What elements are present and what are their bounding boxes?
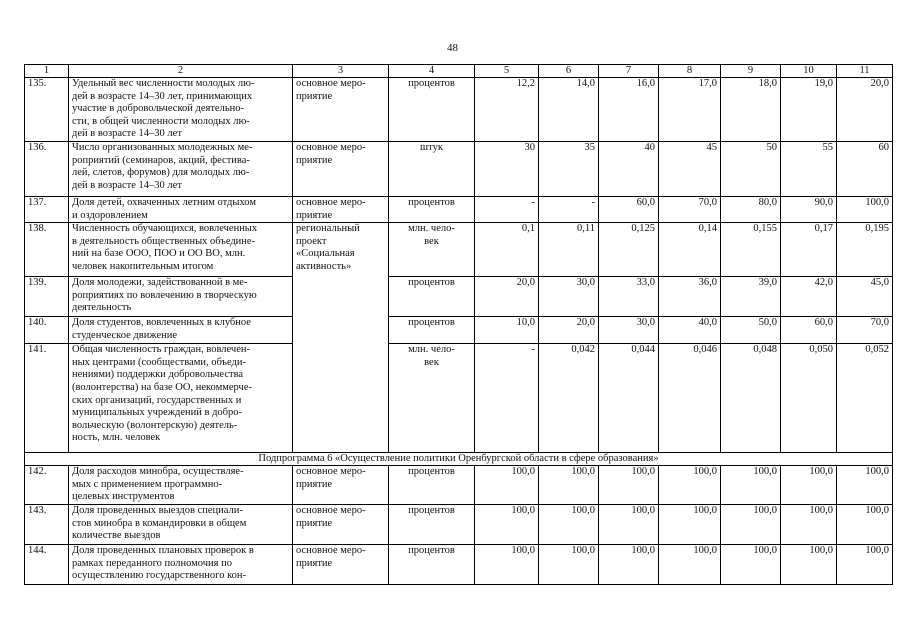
subprogram-title: Подпрограмма 6 «Осуществление политики Оренбургской области в сфере образования»: [25, 453, 893, 466]
unit: штук: [389, 141, 475, 196]
table-body: [25, 65, 893, 585]
value-cell: 100,0: [837, 504, 893, 544]
event-type: основное меро- приятие: [293, 141, 389, 196]
value-cell: 10,0: [475, 317, 539, 344]
row-number: 142.: [25, 466, 69, 505]
value-cell: 100,0: [659, 466, 721, 505]
row-number: 144.: [25, 544, 69, 584]
value-cell: 100,0: [781, 544, 837, 584]
row-number: 138.: [25, 223, 69, 277]
value-cell: 100,0: [475, 466, 539, 505]
value-cell: 30: [475, 141, 539, 196]
indicator-name: Доля детей, охваченных летним отдыхом и оздоровлением: [69, 196, 293, 222]
value-cell: 17,0: [659, 78, 721, 142]
event-type: основное меро- приятие: [293, 544, 389, 584]
value-cell: 100,0: [475, 504, 539, 544]
value-cell: 0,125: [599, 223, 659, 277]
value-cell: 100,0: [837, 466, 893, 505]
row-number: 143.: [25, 504, 69, 544]
unit: процентов: [389, 504, 475, 544]
column-header: 4: [389, 65, 475, 78]
value-cell: 0,048: [721, 344, 781, 453]
event-type: основное меро- приятие: [293, 196, 389, 222]
value-cell: 60,0: [599, 196, 659, 222]
column-header: 8: [659, 65, 721, 78]
unit: млн. чело- век: [389, 344, 475, 453]
indicator-name: Доля молодежи, задействованной в ме- роприятиях по вовлечению в творческую деятельность: [69, 277, 293, 317]
subprogram-row: [25, 453, 893, 466]
value-cell: 100,0: [659, 504, 721, 544]
value-cell: 100,0: [599, 544, 659, 584]
value-cell: 19,0: [781, 78, 837, 142]
value-cell: 80,0: [721, 196, 781, 222]
value-cell: 0,046: [659, 344, 721, 453]
table-row: [25, 544, 893, 584]
value-cell: 70,0: [837, 317, 893, 344]
value-cell: 16,0: [599, 78, 659, 142]
indicator-name: Доля студентов, вовлеченных в клубное студенческое движение: [69, 317, 293, 344]
indicator-name: Общая численность граждан, вовлечен- ных центрами (сообществами, объеди- нениями) поддержки добровольчества (волонтерства) на базе ОО, некоммерче- ских организаций, государственных и муниципальных учреждений в добро- вольческую (волонтерскую) деятель- ность, млн. человек: [69, 344, 293, 453]
value-cell: 100,0: [721, 504, 781, 544]
page-number: 48: [447, 42, 458, 54]
value-cell: 45: [659, 141, 721, 196]
column-header: 7: [599, 65, 659, 78]
value-cell: 0,17: [781, 223, 837, 277]
column-header: 9: [721, 65, 781, 78]
value-cell: 0,155: [721, 223, 781, 277]
value-cell: 60,0: [781, 317, 837, 344]
value-cell: 70,0: [659, 196, 721, 222]
indicator-name: Доля проведенных выездов специали- стов минобра в командировки в общем количестве выездов: [69, 504, 293, 544]
table-row: [25, 317, 893, 344]
value-cell: 42,0: [781, 277, 837, 317]
value-cell: 36,0: [659, 277, 721, 317]
column-header: 11: [837, 65, 893, 78]
value-cell: 45,0: [837, 277, 893, 317]
value-cell: 40,0: [659, 317, 721, 344]
unit: процентов: [389, 466, 475, 505]
event-type: основное меро- приятие: [293, 504, 389, 544]
value-cell: 33,0: [599, 277, 659, 317]
value-cell: 100,0: [599, 466, 659, 505]
value-cell: 18,0: [721, 78, 781, 142]
table-row: [25, 196, 893, 222]
unit: млн. чело- век: [389, 223, 475, 277]
value-cell: 50: [721, 141, 781, 196]
value-cell: -: [539, 196, 599, 222]
value-cell: 50,0: [721, 317, 781, 344]
value-cell: 100,0: [539, 544, 599, 584]
table-row: [25, 344, 893, 453]
row-number: 137.: [25, 196, 69, 222]
value-cell: 0,052: [837, 344, 893, 453]
event-type: основное меро- приятие: [293, 78, 389, 142]
column-header: 6: [539, 65, 599, 78]
value-cell: 100,0: [781, 504, 837, 544]
value-cell: 20,0: [475, 277, 539, 317]
value-cell: 14,0: [539, 78, 599, 142]
value-cell: 100,0: [721, 466, 781, 505]
row-number: 136.: [25, 141, 69, 196]
column-header: 3: [293, 65, 389, 78]
column-header: 2: [69, 65, 293, 78]
value-cell: -: [475, 344, 539, 453]
value-cell: 100,0: [599, 504, 659, 544]
value-cell: 55: [781, 141, 837, 196]
value-cell: 35: [539, 141, 599, 196]
value-cell: 30,0: [599, 317, 659, 344]
value-cell: 0,044: [599, 344, 659, 453]
unit: процентов: [389, 544, 475, 584]
value-cell: 100,0: [837, 196, 893, 222]
value-cell: 40: [599, 141, 659, 196]
unit: процентов: [389, 78, 475, 142]
value-cell: 20,0: [837, 78, 893, 142]
table-row: [25, 141, 893, 196]
value-cell: 0,1: [475, 223, 539, 277]
table-row: [25, 78, 893, 142]
row-number: 140.: [25, 317, 69, 344]
value-cell: 100,0: [781, 466, 837, 505]
table-row: [25, 466, 893, 505]
value-cell: 100,0: [475, 544, 539, 584]
column-header: 1: [25, 65, 69, 78]
value-cell: 12,2: [475, 78, 539, 142]
value-cell: -: [475, 196, 539, 222]
value-cell: 90,0: [781, 196, 837, 222]
value-cell: 60: [837, 141, 893, 196]
unit: процентов: [389, 277, 475, 317]
column-header: 10: [781, 65, 837, 78]
indicator-name: Доля расходов минобра, осуществляе- мых с применением программно- целевых инструментов: [69, 466, 293, 505]
event-type: основное меро- приятие: [293, 466, 389, 505]
value-cell: 39,0: [721, 277, 781, 317]
value-cell: 0,11: [539, 223, 599, 277]
indicator-name: Численность обучающихся, вовлеченных в деятельность общественных объедине- ний на базе ООО, ПОО и ОО ВО, млн. человек накопительным итогом: [69, 223, 293, 277]
indicator-name: Доля проведенных плановых проверок в рамках переданного полномочия по осуществлению государственного кон-: [69, 544, 293, 584]
unit: процентов: [389, 317, 475, 344]
row-number: 141.: [25, 344, 69, 453]
value-cell: 0,195: [837, 223, 893, 277]
value-cell: 100,0: [539, 466, 599, 505]
row-number: 135.: [25, 78, 69, 142]
table-row: [25, 504, 893, 544]
value-cell: 100,0: [721, 544, 781, 584]
column-header: 5: [475, 65, 539, 78]
table-row: [25, 277, 893, 317]
value-cell: 0,042: [539, 344, 599, 453]
event-type: региональный проект «Социальная активность»: [293, 223, 389, 453]
unit: процентов: [389, 196, 475, 222]
indicator-name: Удельный вес численности молодых лю- дей в возрасте 14–30 лет, принимающих участие в добровольческой деятельно- сти, в общей численности молодых лю- дей в возрасте 14–30 лет: [69, 78, 293, 142]
value-cell: 20,0: [539, 317, 599, 344]
value-cell: 100,0: [539, 504, 599, 544]
indicators-table: [24, 64, 893, 585]
indicator-name: Число организованных молодежных ме- роприятий (семинаров, акций, фестива- лей, слетов, форумов) для молодых лю- дей в возрасте 14–30 лет: [69, 141, 293, 196]
value-cell: 0,14: [659, 223, 721, 277]
value-cell: 100,0: [837, 544, 893, 584]
column-number-row: [25, 65, 893, 78]
table-row: [25, 223, 893, 277]
value-cell: 0,050: [781, 344, 837, 453]
row-number: 139.: [25, 277, 69, 317]
value-cell: 30,0: [539, 277, 599, 317]
value-cell: 100,0: [659, 544, 721, 584]
